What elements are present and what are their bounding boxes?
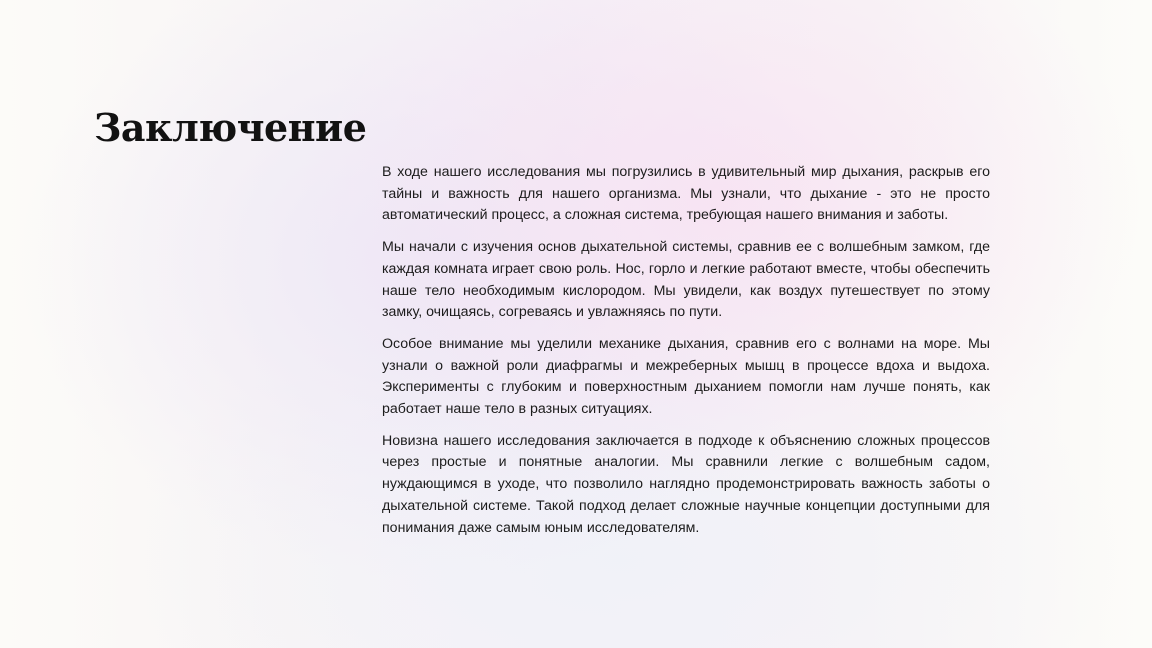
slide-title: Заключение [94,105,367,150]
paragraph-intro: В ходе нашего исследования мы погрузились в удивительный мир дыхания, раскрыв его тайны и важность для нашего организма. Мы узнали, что дыхание - это не просто автоматический процесс, а сложная система, требующая нашего внимания и заботы. [382,164,990,224]
paragraph-respiratory-system: Мы начали с изучения основ дыхательной системы, сравнив ее с волшебным замком, где каждая комната играет свою роль. Нос, горло и легкие работают вместе, чтобы обеспечить наше тело необходимым кислородом. Мы увидели, как воздух путешествует по этому замку, очищаясь, согреваясь и увлажняясь по пути. [382,239,990,321]
paragraph-novelty: Новизна нашего исследования заключается в подходе к объяснению сложных процессов через простые и понятные аналогии. Мы сравнили легкие с волшебным садом, нуждающимся в уходе, что позволило наглядно продемонстрировать важность заботы о дыхательной системе. Такой подход делает сложные научные концепции доступными для понимания даже самым юным исследователям. [382,432,990,536]
conclusion-text-block [382,162,990,549]
paragraph-breathing-mechanics: Особое внимание мы уделили механике дыхания, сравнив его с волнами на море. Мы узнали о важной роли диафрагмы и межреберных мышц в процессе вдоха и выдоха. Эксперименты с глубоким и поверхностным дыханием помогли нам лучше понять, как работает наше тело в разных ситуациях. [382,335,990,418]
